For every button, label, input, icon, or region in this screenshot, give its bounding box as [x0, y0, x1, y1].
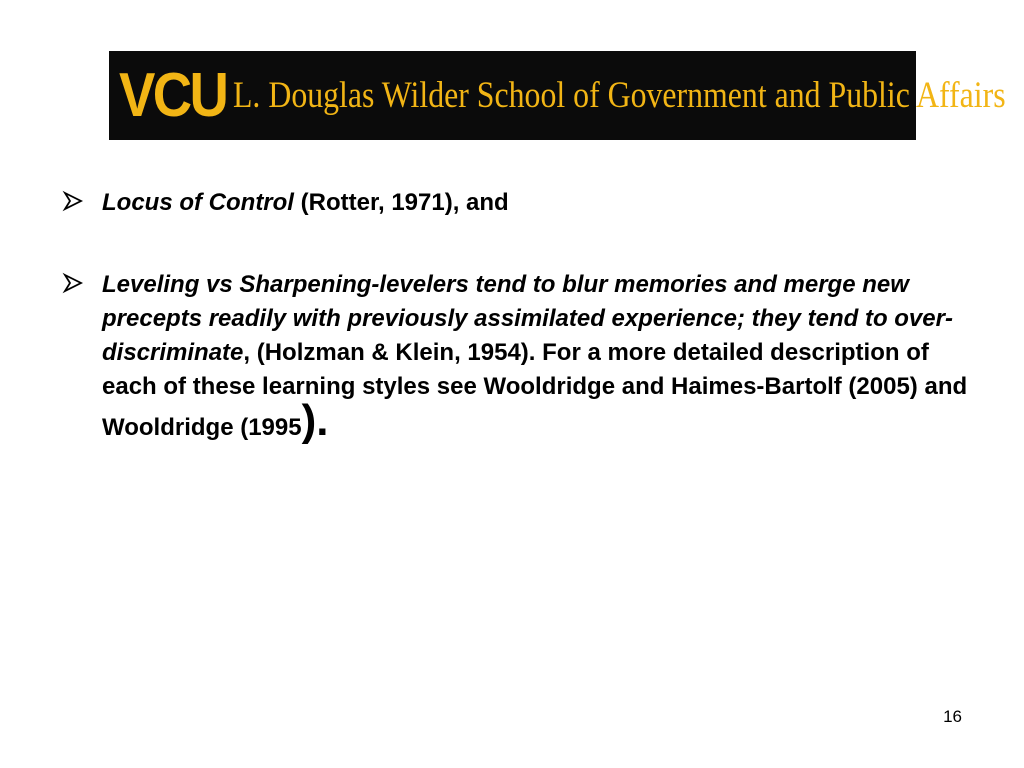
vcu-logo: VCU	[119, 60, 227, 130]
arrow-bullet-icon	[62, 272, 84, 294]
bullet-term: Locus of Control	[102, 189, 294, 216]
school-banner	[109, 51, 1006, 140]
bullet-leveling-vs-sharpening	[62, 268, 982, 445]
bullet-text	[102, 186, 982, 220]
school-name: L. Douglas Wilder School of Government and Public Affairs	[232, 75, 1006, 116]
page-number: 16	[943, 707, 962, 726]
bullet-body: , (Holzman & Klein, 1954). For a more detailed description of each of these learning styles see Wooldridge and Haimes-Bartolf (2005) and Wooldridge (1995	[102, 339, 968, 441]
bullet-italic-lead: Leveling vs Sharpening-levelers tend to blur memories and merge new precepts readily with previously assimilated experience; they tend to over-discriminate	[102, 271, 953, 366]
bullet-closing: ).	[301, 396, 329, 445]
bullet-locus-of-control	[62, 186, 982, 220]
arrow-bullet-icon	[62, 190, 84, 212]
bullet-citation: (Rotter, 1971), and	[293, 189, 509, 216]
bullet-text	[102, 268, 982, 445]
